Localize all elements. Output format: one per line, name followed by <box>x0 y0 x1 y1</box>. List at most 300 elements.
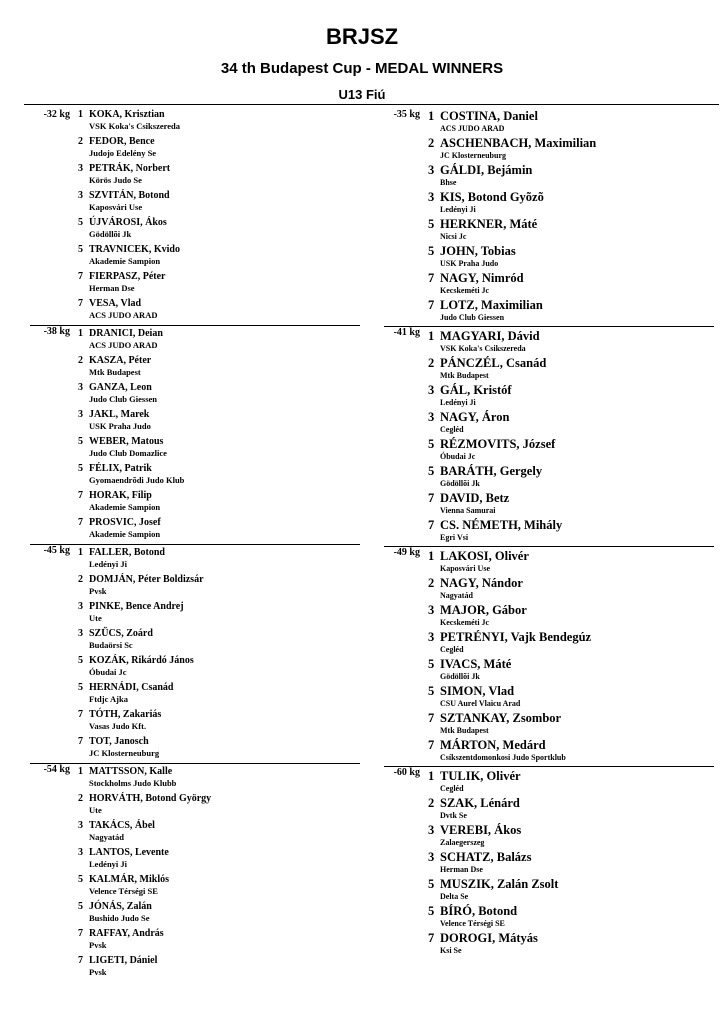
athlete-line <box>78 463 360 475</box>
athlete-name: RAFFAY, András <box>89 928 164 939</box>
medal-entry <box>78 190 360 217</box>
place-number: 1 <box>428 549 435 563</box>
medal-entry <box>428 244 714 271</box>
athlete-name: PETRÁK, Norbert <box>89 163 171 174</box>
club-name: Velence Térségi SE <box>89 886 158 896</box>
place-number: 5 <box>428 244 435 258</box>
medal-entry <box>78 163 360 190</box>
medal-entry <box>78 766 360 793</box>
athlete-name: KOZÁK, Rikárdó János <box>89 655 194 666</box>
athlete-line <box>78 436 360 448</box>
club-name: VSK Koka's Csikszereda <box>89 121 180 131</box>
club-name: VSK Koka's Csikszereda <box>440 344 526 353</box>
athlete-line <box>428 410 714 424</box>
place-number: 3 <box>78 628 83 639</box>
club-name: Ledényi Ji <box>440 398 476 407</box>
athlete-name: MATTSSON, Kalle <box>89 766 173 777</box>
club-name: Gödöllõi Jk <box>440 672 480 681</box>
place-number: 7 <box>78 709 83 720</box>
medal-entry <box>428 877 714 904</box>
athlete-name: SZVITÁN, Botond <box>89 190 170 201</box>
athlete-name: KIS, Botond Gyõzõ <box>440 190 544 204</box>
athlete-line <box>78 547 360 559</box>
club-name: Budaörsi Sc <box>89 640 133 650</box>
place-number: 5 <box>78 436 83 447</box>
weight-category <box>384 766 714 956</box>
weight-category <box>384 546 714 763</box>
athlete-line <box>78 163 360 175</box>
athlete-line <box>428 657 714 671</box>
athlete-line <box>428 796 714 810</box>
athlete-name: JAKL, Marek <box>89 409 150 420</box>
right-column <box>384 109 714 956</box>
medal-entry <box>78 874 360 901</box>
club-name: Csíkszentdomonkosi Judo Sportklub <box>440 753 566 762</box>
athlete-line <box>428 518 714 532</box>
place-number: 1 <box>78 547 83 558</box>
athlete-name: KASZA, Péter <box>89 355 152 366</box>
place-number: 2 <box>428 136 435 150</box>
weight-category <box>30 109 360 322</box>
athlete-line <box>78 409 360 421</box>
athlete-line <box>428 383 714 397</box>
athlete-name: MUSZIK, Zalán Zsolt <box>440 877 559 891</box>
club-name: Egri Vsi <box>440 533 469 542</box>
club-name: Judojo Edelény Se <box>89 148 157 158</box>
athlete-name: MAJOR, Gábor <box>440 603 527 617</box>
athlete-line <box>428 329 714 343</box>
club-name: Cegléd <box>440 425 464 434</box>
place-number: 2 <box>78 574 83 585</box>
club-name: Bushido Judo Se <box>89 913 150 923</box>
athlete-name: LIGETI, Dániel <box>89 955 158 966</box>
athlete-line <box>428 711 714 725</box>
medal-entry <box>78 601 360 628</box>
club-name: Herman Dse <box>440 865 483 874</box>
athlete-name: JÓNÁS, Zalán <box>89 901 152 912</box>
athlete-name: SZAK, Lénárd <box>440 796 520 810</box>
medal-entry <box>78 682 360 709</box>
club-name: Óbudai Jc <box>440 452 476 461</box>
athlete-line <box>428 769 714 783</box>
place-number: 5 <box>428 657 435 671</box>
place-number: 3 <box>78 163 83 174</box>
place-number: 3 <box>78 847 83 858</box>
athlete-name: LOTZ, Maximilian <box>440 298 543 312</box>
athlete-line <box>78 709 360 721</box>
club-name: Cegléd <box>440 645 464 654</box>
club-name: Gyomaendrõdi Judo Klub <box>89 475 185 485</box>
athlete-name: NAGY, Nimród <box>440 271 524 285</box>
athlete-name: DRANICI, Deian <box>89 328 163 339</box>
athlete-line <box>428 491 714 505</box>
place-number: 7 <box>78 298 83 309</box>
club-name: ACS JUDO ARAD <box>89 340 158 350</box>
medal-entry <box>78 244 360 271</box>
athlete-line <box>428 576 714 590</box>
club-name: Ledényi Ji <box>89 559 128 569</box>
medal-entry <box>428 109 714 136</box>
athlete-line <box>428 904 714 918</box>
medal-entry <box>428 576 714 603</box>
place-number: 7 <box>78 955 83 966</box>
weight-category <box>30 763 360 979</box>
place-number: 7 <box>428 738 435 752</box>
place-number: 1 <box>428 769 435 783</box>
place-number: 7 <box>78 490 83 501</box>
athlete-line <box>78 601 360 613</box>
place-number: 1 <box>78 109 83 120</box>
club-name: Kaposvári Use <box>440 564 490 573</box>
medal-entry <box>428 769 714 796</box>
athlete-line <box>78 109 360 121</box>
medal-entry <box>78 547 360 574</box>
medal-entry <box>428 163 714 190</box>
place-number: 3 <box>78 409 83 420</box>
athlete-name: VEREBI, Ákos <box>440 823 522 837</box>
club-name: Ledényi Ji <box>440 205 476 214</box>
place-number: 3 <box>78 382 83 393</box>
athlete-line <box>428 244 714 258</box>
athlete-name: FIERPASZ, Péter <box>89 271 166 282</box>
place-number: 5 <box>78 244 83 255</box>
athlete-name: LAKOSI, Olivér <box>440 549 529 563</box>
club-name: Judo Club Giessen <box>89 394 158 404</box>
athlete-line <box>78 655 360 667</box>
athlete-line <box>428 109 714 123</box>
place-number: 7 <box>428 518 435 532</box>
athlete-line <box>78 820 360 832</box>
athlete-line <box>78 874 360 886</box>
athlete-line <box>428 136 714 150</box>
club-name: Judo Club Giessen <box>440 313 505 322</box>
medal-entry <box>78 298 360 322</box>
athlete-line <box>78 490 360 502</box>
club-name: Pvsk <box>89 940 107 950</box>
medal-entry <box>428 518 714 543</box>
athlete-line <box>428 850 714 864</box>
athlete-line <box>428 190 714 204</box>
athlete-line <box>78 244 360 256</box>
place-number: 3 <box>428 410 435 424</box>
athlete-name: FALLER, Botond <box>89 547 165 558</box>
medal-entry <box>78 490 360 517</box>
header-divider <box>24 104 719 105</box>
club-name: USK Praha Judo <box>440 259 499 268</box>
medal-entry <box>428 383 714 410</box>
medal-entry <box>78 847 360 874</box>
club-name: Ftdjc Ajka <box>89 694 128 704</box>
club-name: Nagyatád <box>440 591 473 600</box>
place-number: 5 <box>78 901 83 912</box>
place-number: 3 <box>428 163 435 177</box>
athlete-line <box>428 356 714 370</box>
club-name: Kecskeméti Jc <box>440 618 490 627</box>
athlete-name: GÁL, Kristóf <box>440 383 512 397</box>
medal-entry <box>428 329 714 356</box>
athlete-name: VESA, Vlad <box>89 298 142 309</box>
athlete-line <box>428 684 714 698</box>
athlete-line <box>428 271 714 285</box>
weight-class-label: -45 kg <box>43 545 70 556</box>
club-name: Kaposvári Use <box>89 202 143 212</box>
athlete-name: MAGYARI, Dávid <box>440 329 540 343</box>
athlete-line <box>428 823 714 837</box>
athlete-line <box>78 136 360 148</box>
medal-entry <box>78 355 360 382</box>
place-number: 7 <box>428 931 435 945</box>
club-name: USK Praha Judo <box>89 421 151 431</box>
athlete-name: TRAVNICEK, Kvido <box>89 244 180 255</box>
place-number: 2 <box>428 356 435 370</box>
athlete-line <box>78 736 360 748</box>
place-number: 7 <box>428 711 435 725</box>
athlete-line <box>428 464 714 478</box>
medal-entry <box>78 271 360 298</box>
athlete-line <box>78 628 360 640</box>
place-number: 7 <box>428 298 435 312</box>
club-name: Nicsi Jc <box>440 232 467 241</box>
place-number: 1 <box>78 766 83 777</box>
athlete-name: HORVÁTH, Botond György <box>89 793 212 804</box>
athlete-name: TÓTH, Zakariás <box>89 709 162 720</box>
athlete-name: NAGY, Áron <box>440 410 510 424</box>
weight-category <box>30 325 360 541</box>
athlete-line <box>428 738 714 752</box>
weight-class-label: -41 kg <box>393 327 420 338</box>
club-name: JC Klosterneuburg <box>89 748 160 758</box>
athlete-name: GÁLDI, Bejámin <box>440 163 533 177</box>
place-number: 3 <box>428 850 435 864</box>
medal-entry <box>428 823 714 850</box>
place-number: 3 <box>78 190 83 201</box>
club-name: ACS JUDO ARAD <box>440 124 505 133</box>
athlete-line <box>428 549 714 563</box>
club-name: Ute <box>89 613 102 623</box>
athlete-name: HERKNER, Máté <box>440 217 538 231</box>
medal-entry <box>428 136 714 163</box>
club-name: Vienna Samurai <box>440 506 496 515</box>
athlete-line <box>78 793 360 805</box>
left-column <box>30 109 360 979</box>
athlete-line <box>78 517 360 529</box>
athlete-name: PÁNCZÉL, Csanád <box>440 356 547 370</box>
athlete-name: ASCHENBACH, Maximilian <box>440 136 597 150</box>
medal-entry <box>428 464 714 491</box>
athlete-name: SIMON, Vlad <box>440 684 515 698</box>
athlete-name: DOROGI, Mátyás <box>440 931 538 945</box>
medal-entry <box>78 793 360 820</box>
place-number: 1 <box>428 329 435 343</box>
medal-entry <box>78 820 360 847</box>
athlete-name: RÉZMOVITS, József <box>440 437 556 451</box>
athlete-line <box>78 766 360 778</box>
place-number: 2 <box>78 355 83 366</box>
club-name: Cegléd <box>440 784 464 793</box>
document-subtitle: 34 th Budapest Cup - MEDAL WINNERS <box>220 60 504 77</box>
place-number: 1 <box>78 328 83 339</box>
club-name: Velence Térségi SE <box>440 919 505 928</box>
athlete-line <box>78 217 360 229</box>
club-name: Akademie Sampion <box>89 529 161 539</box>
athlete-name: BARÁTH, Gergely <box>440 464 543 478</box>
club-name: Mtk Budapest <box>440 371 489 380</box>
athlete-name: JOHN, Tobias <box>440 244 516 258</box>
place-number: 7 <box>78 271 83 282</box>
medal-entry <box>428 437 714 464</box>
weight-class-label: -35 kg <box>393 109 420 120</box>
athlete-line <box>78 271 360 283</box>
club-name: Körös Judo Se <box>89 175 142 185</box>
medal-entry <box>78 436 360 463</box>
weight-class-label: -60 kg <box>393 767 420 778</box>
place-number: 2 <box>78 136 83 147</box>
place-number: 3 <box>428 603 435 617</box>
place-number: 7 <box>428 491 435 505</box>
athlete-name: WEBER, Matous <box>89 436 164 447</box>
athlete-line <box>78 955 360 967</box>
medal-entry <box>78 217 360 244</box>
athlete-name: FÉLIX, Patrik <box>89 463 152 474</box>
club-name: Ute <box>89 805 102 815</box>
medal-entry <box>78 328 360 355</box>
place-number: 5 <box>428 684 435 698</box>
athlete-name: TAKÁCS, Ábel <box>89 820 155 831</box>
athlete-name: TULIK, Olivér <box>440 769 521 783</box>
place-number: 5 <box>428 904 435 918</box>
athlete-line <box>78 901 360 913</box>
medal-entry <box>428 630 714 657</box>
club-name: Herman Dse <box>89 283 135 293</box>
athlete-name: FEDOR, Bence <box>89 136 155 147</box>
place-number: 5 <box>78 217 83 228</box>
place-number: 3 <box>428 630 435 644</box>
club-name: Vasas Judo Kft. <box>89 721 147 731</box>
athlete-line <box>428 163 714 177</box>
athlete-line <box>428 437 714 451</box>
athlete-name: LANTOS, Levente <box>89 847 169 858</box>
place-number: 3 <box>78 820 83 831</box>
medal-entry <box>428 190 714 217</box>
club-name: Stockholms Judo Klubb <box>89 778 177 788</box>
athlete-line <box>428 877 714 891</box>
athlete-name: KOKA, Krisztian <box>89 109 165 120</box>
medal-entry <box>78 517 360 541</box>
athlete-name: NAGY, Nándor <box>440 576 523 590</box>
weight-category <box>384 109 714 323</box>
medal-entry <box>78 901 360 928</box>
athlete-name: HERNÁDI, Csanád <box>89 682 174 693</box>
medal-entry <box>428 603 714 630</box>
place-number: 5 <box>78 682 83 693</box>
athlete-name: MÁRTON, Medárd <box>440 738 546 752</box>
athlete-line <box>428 931 714 945</box>
medal-entry <box>428 850 714 877</box>
athlete-name: CS. NÉMETH, Mihály <box>440 518 563 532</box>
athlete-line <box>428 217 714 231</box>
club-name: Nagyatád <box>89 832 124 842</box>
club-name: Akademie Sampion <box>89 256 161 266</box>
medal-entry <box>78 955 360 979</box>
club-name: Zalaegerszeg <box>440 838 485 847</box>
place-number: 7 <box>78 517 83 528</box>
athlete-line <box>78 190 360 202</box>
place-number: 5 <box>78 874 83 885</box>
weight-category <box>30 544 360 760</box>
medal-entry <box>78 463 360 490</box>
place-number: 2 <box>78 793 83 804</box>
club-name: ACS JUDO ARAD <box>89 310 158 320</box>
athlete-line <box>78 928 360 940</box>
club-name: Judo Club Domazlice <box>89 448 167 458</box>
club-name: Bhse <box>440 178 457 187</box>
athlete-line <box>78 382 360 394</box>
section-title: U13 Fiú <box>338 87 386 102</box>
athlete-name: GANZA, Leon <box>89 382 152 393</box>
medal-entry <box>428 657 714 684</box>
medal-entry <box>78 382 360 409</box>
medal-entry <box>78 736 360 760</box>
place-number: 3 <box>428 823 435 837</box>
document-title: BRJSZ <box>325 24 399 49</box>
athlete-name: COSTINA, Daniel <box>440 109 538 123</box>
weight-class-label: -54 kg <box>43 764 70 775</box>
athlete-line <box>428 298 714 312</box>
athlete-name: IVACS, Máté <box>440 657 512 671</box>
place-number: 7 <box>78 928 83 939</box>
athlete-name: ÚJVÁROSI, Ákos <box>89 217 167 228</box>
club-name: Ledényi Ji <box>89 859 128 869</box>
medal-entry <box>78 655 360 682</box>
club-name: Delta Se <box>440 892 469 901</box>
athlete-name: TOT, Janosch <box>89 736 149 747</box>
athlete-name: DAVID, Betz <box>440 491 510 505</box>
club-name: Mtk Budapest <box>440 726 489 735</box>
medal-entry <box>428 217 714 244</box>
medal-entry <box>428 491 714 518</box>
place-number: 5 <box>428 877 435 891</box>
medal-entry <box>428 549 714 576</box>
club-name: Óbudai Jc <box>89 667 127 677</box>
place-number: 3 <box>78 601 83 612</box>
medal-entry <box>428 711 714 738</box>
athlete-line <box>78 574 360 586</box>
athlete-name: DOMJÁN, Péter Boldizsár <box>89 574 204 585</box>
club-name: Kecskeméti Jc <box>440 286 490 295</box>
club-name: Pvsk <box>89 586 107 596</box>
medal-entry <box>78 928 360 955</box>
place-number: 5 <box>78 655 83 666</box>
place-number: 3 <box>428 383 435 397</box>
weight-class-label: -49 kg <box>393 547 420 558</box>
medal-entry <box>428 796 714 823</box>
weight-category <box>384 326 714 543</box>
athlete-line <box>78 847 360 859</box>
athlete-name: PETRÉNYI, Vajk Bendegúz <box>440 630 592 644</box>
athlete-line <box>428 603 714 617</box>
athlete-line <box>428 630 714 644</box>
athlete-name: SCHATZ, Balázs <box>440 850 532 864</box>
athlete-name: PINKE, Bence Andrej <box>89 601 184 612</box>
club-name: JC Klosterneuburg <box>440 151 506 160</box>
medal-entry <box>78 628 360 655</box>
club-name: Ksi Se <box>440 946 462 955</box>
athlete-name: PROSVIC, Josef <box>89 517 161 528</box>
medal-entry <box>428 410 714 437</box>
place-number: 3 <box>428 190 435 204</box>
medal-entry <box>428 931 714 956</box>
club-name: Akademie Sampion <box>89 502 161 512</box>
